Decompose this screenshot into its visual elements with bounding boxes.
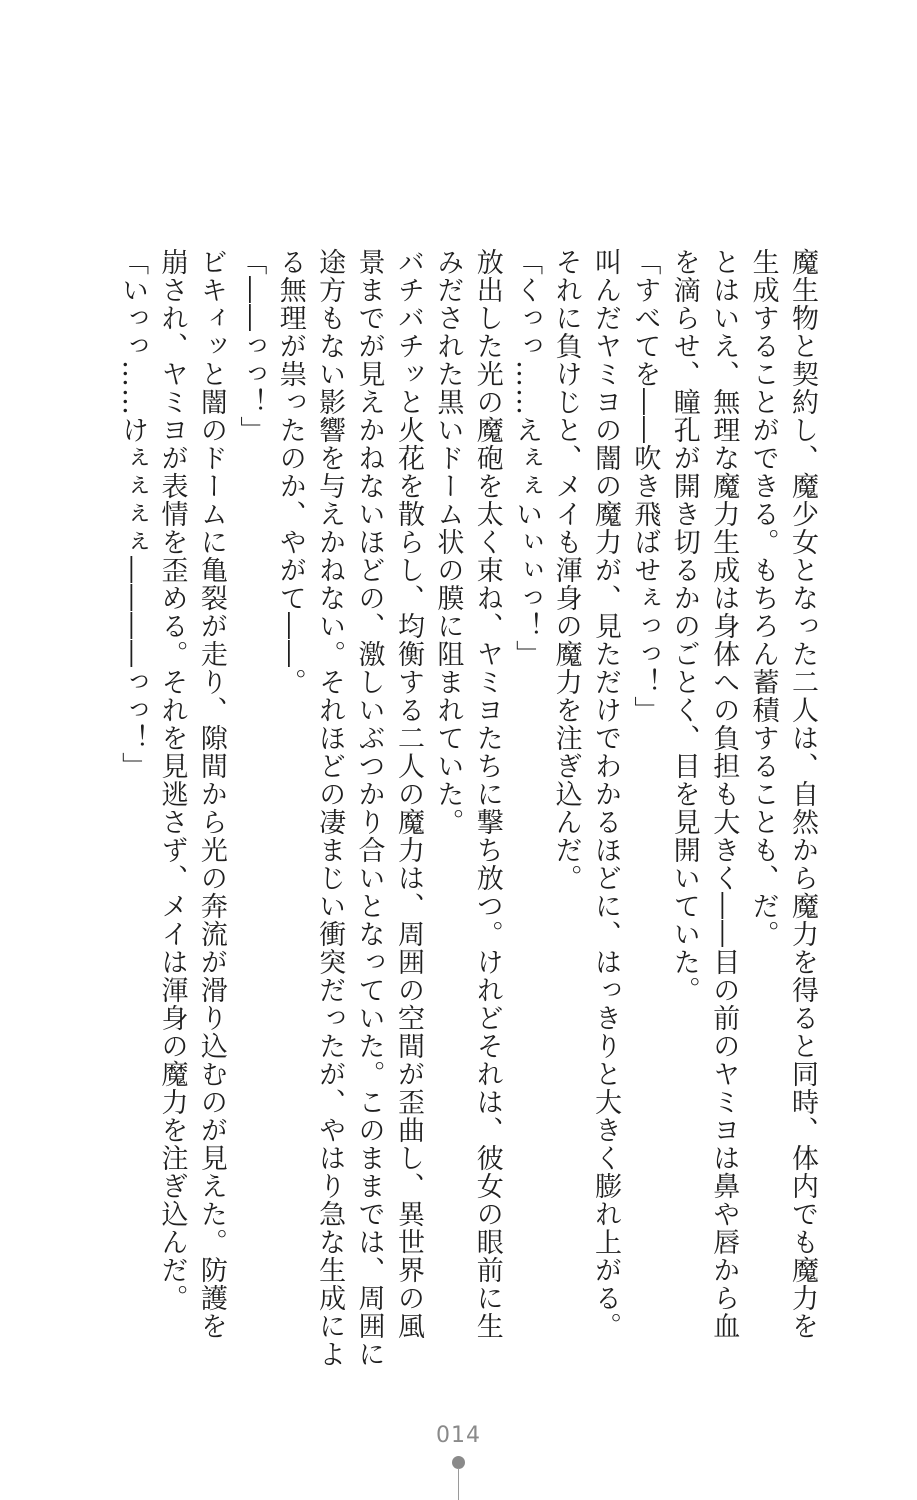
text-line: ビキィッと闇のドームに亀裂が走り、隙間から光の奔流が滑り込むのが見えた。防護を	[195, 248, 227, 1340]
text-line: を滴らせ、瞳孔が開き切るかのごとく、目を見開いていた。	[668, 248, 700, 1004]
text-line: る無理が祟ったのか、やがて――。	[274, 248, 306, 696]
text-line: 「――っっ！」	[235, 248, 267, 444]
text-line: それに負けじと、メイも渾身の魔力を注ぎ込んだ。	[550, 248, 582, 892]
text-line: みだされた黒いドーム状の膜に阻まれていた。	[432, 248, 464, 836]
page-marker-line	[458, 1468, 459, 1500]
text-line: 生成することができる。もちろん蓄積することも、だ。	[747, 248, 779, 948]
text-line: 崩され、ヤミヨが表情を歪める。それを見逃さず、メイは渾身の魔力を注ぎ込んだ。	[156, 248, 188, 1312]
text-line: とはいえ、無理な魔力生成は身体への負担も大きく――目の前のヤミヨは鼻や唇から血	[708, 248, 740, 1340]
text-line: 「くっっ……えぇぇいぃぃっ！」	[511, 248, 543, 668]
vertical-text-block	[113, 248, 822, 1368]
text-line: 「すべてを――吹き飛ばせぇっっ！」	[629, 248, 661, 724]
text-line: バチバチッと火花を散らし、均衡する二人の魔力は、周囲の空間が歪曲し、異世界の風	[392, 248, 424, 1340]
page-number: 014	[436, 1423, 481, 1448]
text-line: 「いっっ……けぇぇぇぇ――――っっ！」	[117, 248, 149, 780]
text-line: 魔生物と契約し、魔少女となった二人は、自然から魔力を得ると同時、体内でも魔力を	[787, 248, 818, 1340]
text-line: 景までが見えかねないほどの、激しいぶつかり合いとなっていた。このままでは、周囲に	[353, 248, 385, 1368]
text-line: 途方もない影響を与えかねない。それほどの凄まじい衝突だったが、やはり急な生成によ	[314, 248, 346, 1368]
text-line: 叫んだヤミヨの闇の魔力が、見ただけでわかるほどに、はっきりと大きく膨れ上がる。	[589, 248, 621, 1340]
text-line: 放出した光の魔砲を太く束ね、ヤミヨたちに撃ち放つ。けれどそれは、彼女の眼前に生	[471, 248, 503, 1340]
